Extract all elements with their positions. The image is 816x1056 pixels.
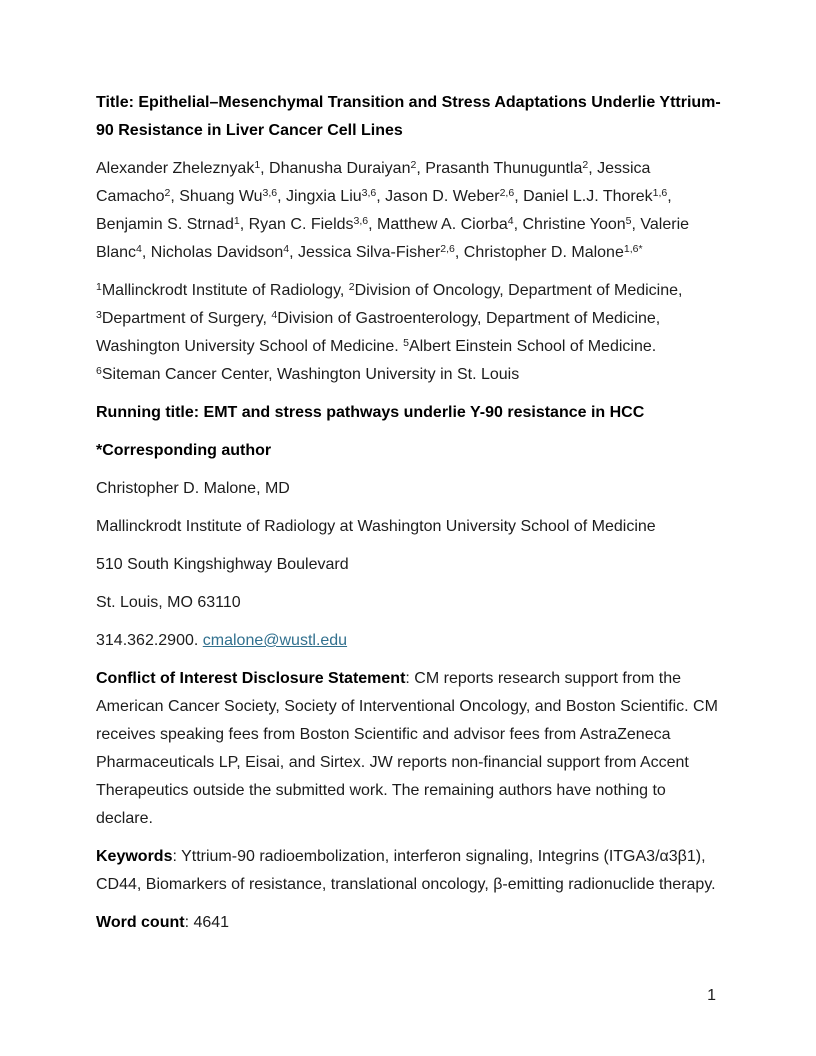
author [523, 188, 672, 205]
author-name: Alexander Zheleznyak [96, 160, 255, 177]
affiliation-text: Mallinckrodt Institute of Radiology, [101, 282, 349, 299]
author [269, 160, 425, 177]
author [249, 216, 377, 233]
author-sup: 4 [283, 243, 290, 255]
author-separator: , [416, 160, 426, 177]
document-content [96, 89, 722, 947]
affiliation [96, 310, 271, 327]
contact-line [96, 627, 722, 655]
affiliation [96, 282, 349, 299]
author [96, 216, 249, 233]
address-line-2: St. Louis, MO 63110 [96, 594, 241, 611]
author [377, 216, 522, 233]
author-sup: 2 [164, 187, 171, 199]
conflict-text: : CM reports research support from the American Cancer Society, Society of Interventional Oncology, and Boston Scientific. CM receives speaking fees from Boston Scientific and advisor fees from AstraZeneca Pharmaceuticals LP, Eisai, and Sirtex. JW reports non-financial support from Accent Therapeutics outside the submitted work. The remaining authors have nothing to declare. [96, 670, 718, 827]
author-separator: , [289, 244, 299, 261]
author [522, 216, 640, 233]
author-name: Valerie Blanc [96, 216, 690, 261]
paper-title: Title: Epithelial–Mesenchymal Transition and Stress Adaptations Underlie Yttrium-90 Resistance in Liver Cancer Cell Lines [96, 94, 721, 139]
corresponding-author-institution: Mallinckrodt Institute of Radiology at Washington University School of Medicine [96, 518, 656, 535]
author [464, 244, 643, 261]
author-name: Ryan C. Fields [248, 216, 354, 233]
author-sup: 1 [233, 215, 240, 227]
author-name: Prasanth Thunuguntla [425, 160, 583, 177]
affiliation-sup: 2 [348, 281, 355, 293]
affiliation-text: Department of Surgery, [101, 310, 272, 327]
author [298, 244, 464, 261]
author [151, 244, 298, 261]
author [286, 188, 385, 205]
author-separator: , [376, 188, 386, 205]
author-separator: , [239, 216, 249, 233]
author-separator: , [514, 188, 524, 205]
affiliation-sup: 1 [96, 281, 102, 293]
author-sup: 1,6* [623, 243, 643, 255]
word-count-value: : 4641 [184, 914, 230, 931]
author [385, 188, 523, 205]
keywords-label: Keywords [96, 848, 173, 865]
author-sup: 2 [410, 159, 417, 171]
author-name: Matthew A. Ciorba [377, 216, 508, 233]
author-name: Christopher D. Malone [463, 244, 624, 261]
author-sup: 2 [582, 159, 589, 171]
author-list [96, 155, 722, 267]
author-name: Jessica Silva-Fisher [298, 244, 441, 261]
author-separator: , [513, 216, 523, 233]
conflict-label: Conflict of Interest Disclosure Statement [96, 670, 406, 687]
affiliation [96, 366, 519, 383]
corresponding-author-heading: *Corresponding author [96, 442, 272, 459]
affiliations [96, 277, 722, 389]
phone-number: 314.362.2900. [96, 632, 203, 649]
affiliation-sup: 5 [403, 337, 409, 349]
author-name: Jason D. Weber [385, 188, 500, 205]
running-title: Running title: EMT and stress pathways underlie Y-90 resistance in HCC [96, 404, 645, 421]
page-number: 1 [707, 987, 716, 1004]
affiliation-sup: 4 [271, 309, 278, 321]
author-sup: 1 [254, 159, 261, 171]
author-sup: 4 [507, 215, 514, 227]
author-sup: 2,6 [440, 243, 455, 255]
author [179, 188, 286, 205]
author-separator: , [170, 188, 180, 205]
word-count [96, 909, 722, 937]
address-line-1: 510 South Kingshighway Boulevard [96, 556, 349, 573]
author-separator: , [667, 188, 672, 205]
author-sup: 3,6 [353, 215, 369, 227]
author-name: Jingxia Liu [286, 188, 362, 205]
author-name: Shuang Wu [179, 188, 263, 205]
author-separator: , [368, 216, 378, 233]
affiliation-sup: 3 [96, 309, 102, 321]
author-name: Jessica Camacho [96, 160, 651, 205]
keywords [96, 843, 722, 899]
affiliation [403, 338, 656, 355]
affiliation-text: Division of Gastroenterology, Department of Medicine, Washington University School of Medicine. [96, 310, 661, 355]
author-name: Christine Yoon [522, 216, 626, 233]
author-separator: , [277, 188, 287, 205]
email-link[interactable]: cmalone@wustl.edu [202, 632, 348, 649]
affiliation-text: Siteman Cancer Center, Washington University in St. Louis [101, 366, 520, 383]
author-separator: , [631, 216, 641, 233]
author [425, 160, 597, 177]
keywords-text: : Yttrium-90 radioembolization, interferon signaling, Integrins (ITGA3/α3β1), CD44, Biomarkers of resistance, translational oncology, β-emitting radionuclide therapy. [96, 848, 716, 893]
corresponding-author-name: Christopher D. Malone, MD [96, 480, 290, 497]
affiliation [349, 282, 683, 299]
author-separator: , [454, 244, 464, 261]
author-name: Dhanusha Duraiyan [269, 160, 411, 177]
author-separator: , [260, 160, 270, 177]
author-separator: , [588, 160, 598, 177]
author-sup: 5 [625, 215, 632, 227]
author-name: Nicholas Davidson [150, 244, 284, 261]
author-sup: 4 [136, 243, 142, 255]
author-sup: 1,6 [652, 187, 668, 199]
author-sup: 3,6 [361, 187, 377, 199]
author-sup: 2,6 [499, 187, 515, 199]
affiliation-sup: 6 [96, 365, 102, 377]
author [96, 160, 269, 177]
conflict-statement [96, 665, 722, 833]
affiliation-text: Division of Oncology, Department of Medicine, [354, 282, 683, 299]
author-name: Daniel L.J. Thorek [523, 188, 653, 205]
word-count-label: Word count [96, 914, 185, 931]
affiliation-text: Albert Einstein School of Medicine. [408, 338, 657, 355]
author-sup: 3,6 [262, 187, 278, 199]
author-separator: , [141, 244, 151, 261]
author-name: Benjamin S. Strnad [96, 216, 234, 233]
